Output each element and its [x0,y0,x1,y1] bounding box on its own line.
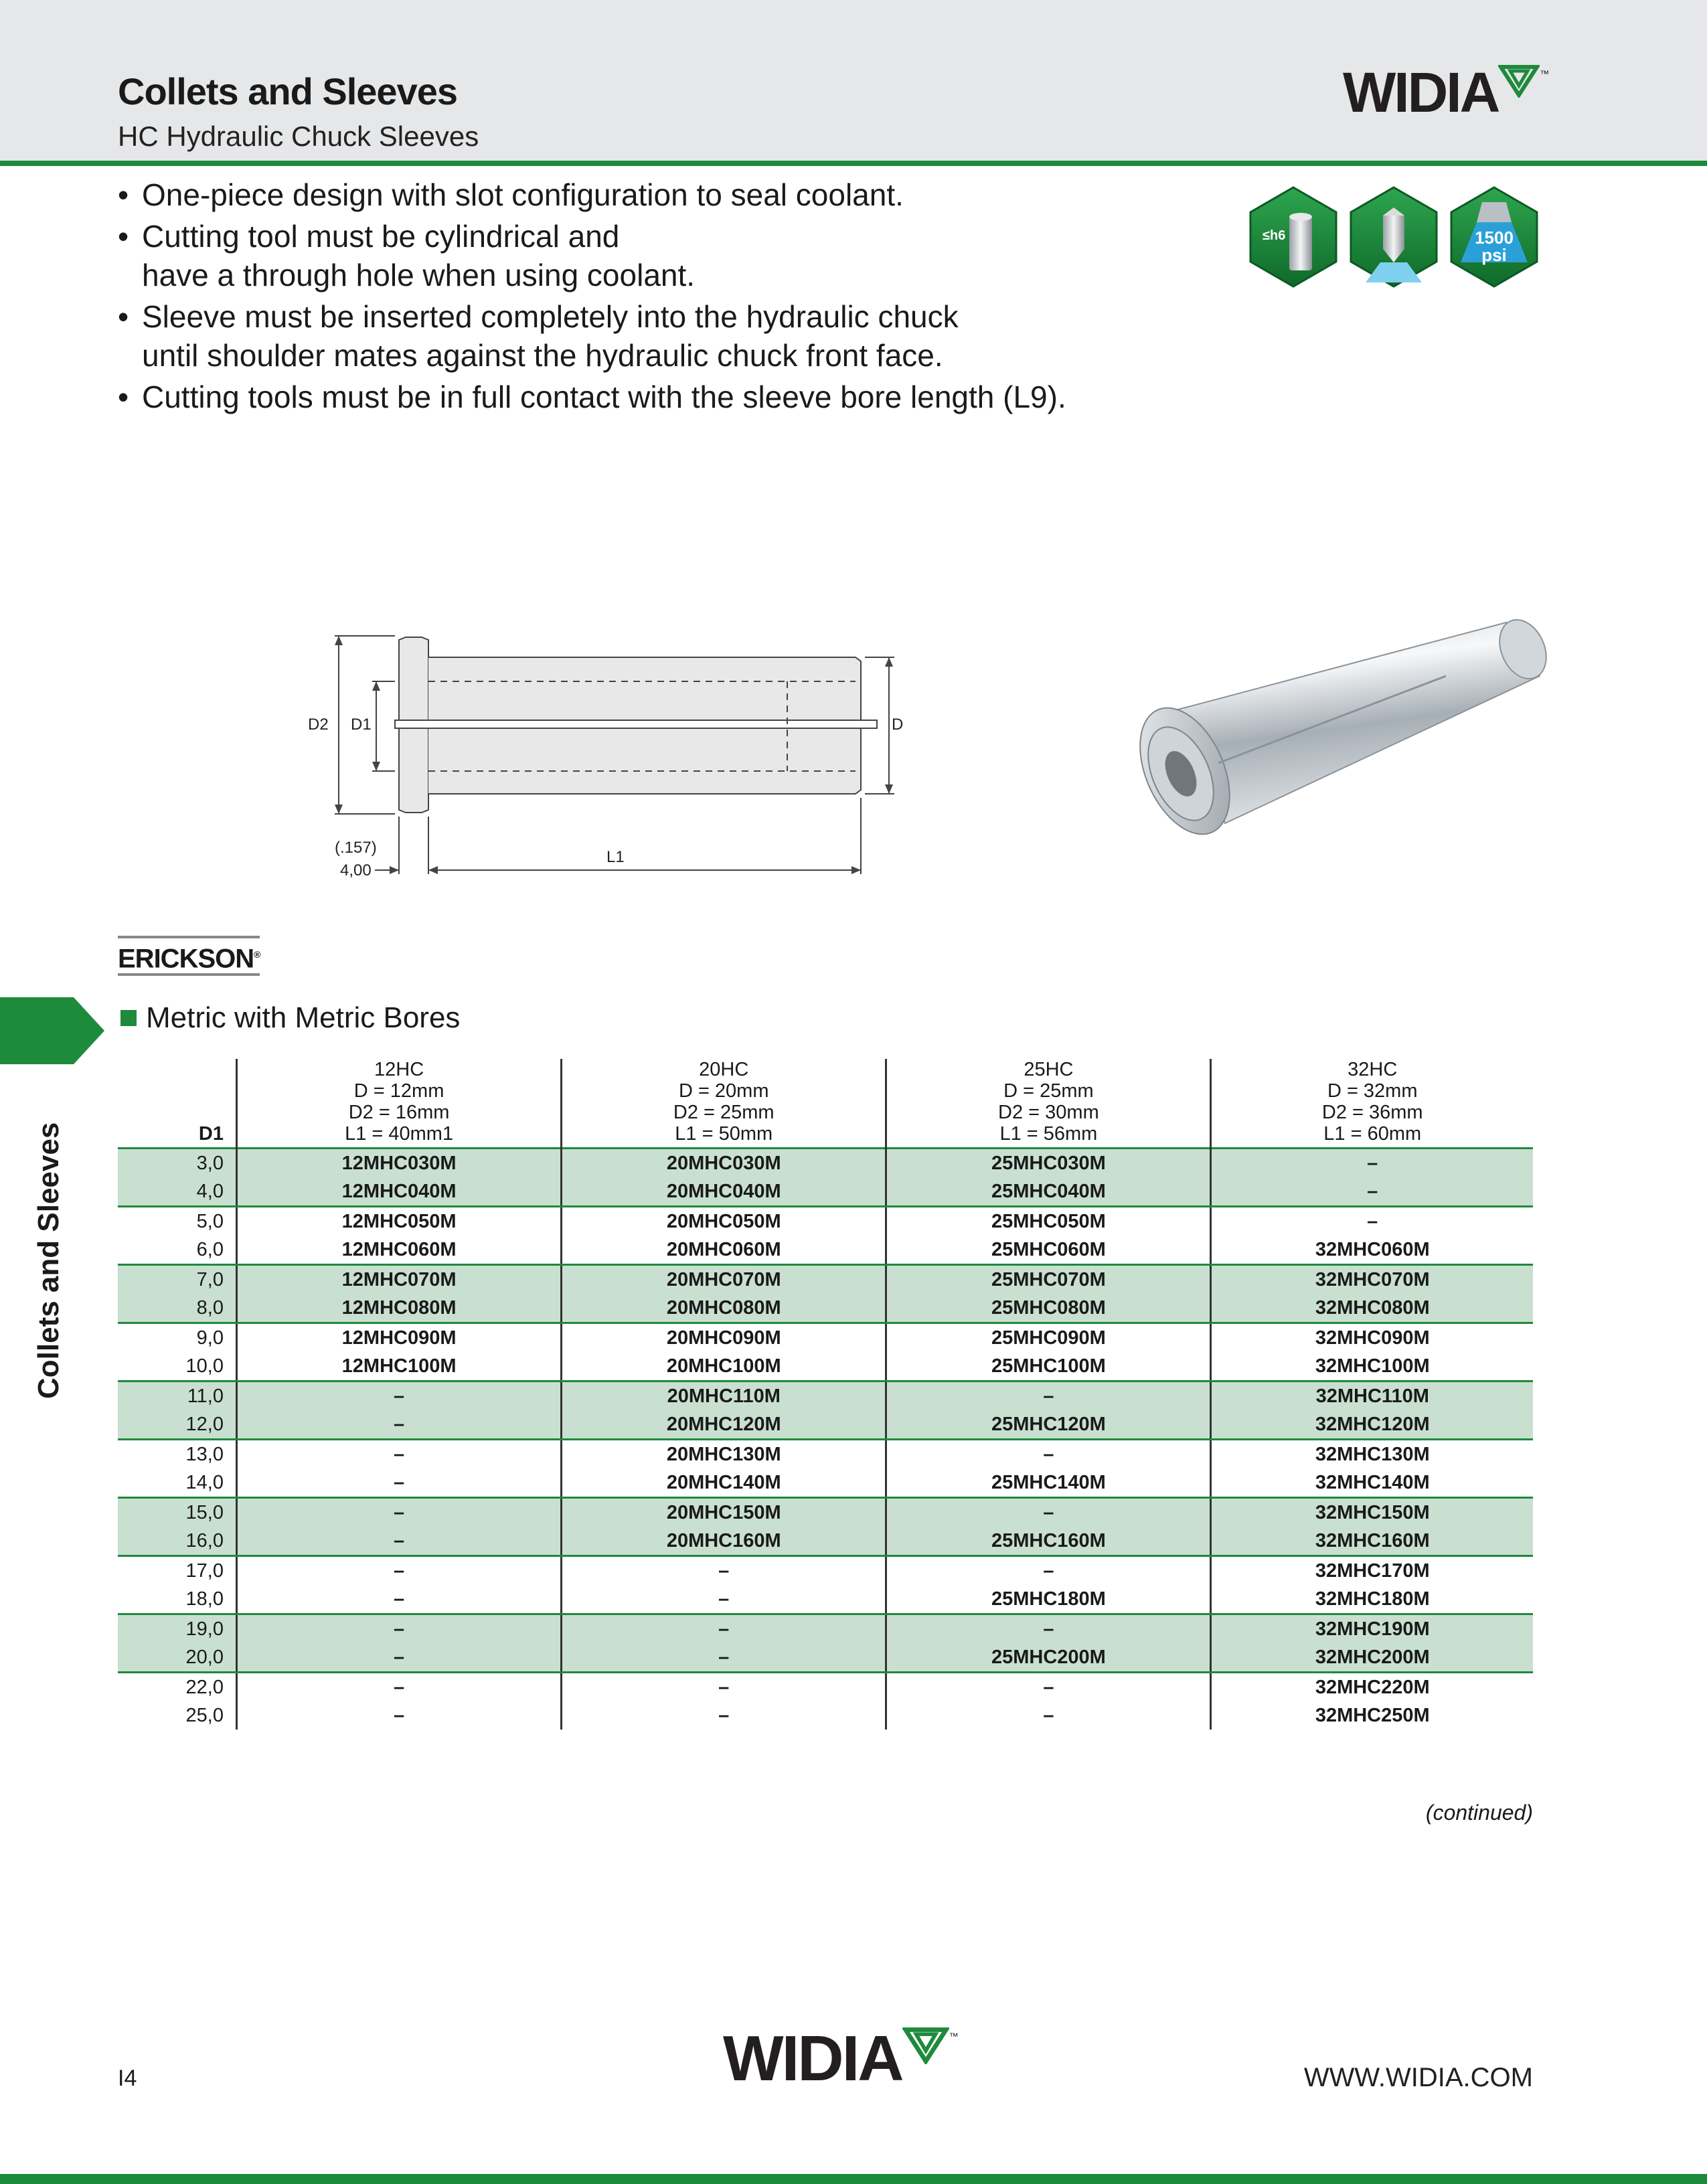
part-number-cell: 32MHC190M [1211,1614,1533,1644]
d1-column-header: D1 [118,1059,237,1149]
part-number-cell: 25MHC070M [886,1265,1211,1294]
table-row [118,1352,1533,1381]
part-number-cell: 20MHC100M [562,1352,886,1381]
part-number-cell: – [562,1701,886,1730]
part-number-cell: 20MHC050M [562,1207,886,1236]
part-number-cell: 25MHC180M [886,1585,1211,1614]
d1-cell: 6,0 [118,1236,237,1265]
part-number-cell: 25MHC090M [886,1323,1211,1353]
part-number-cell: 32MHC110M [1211,1381,1533,1411]
part-number-cell: – [562,1673,886,1702]
part-number-cell: – [886,1440,1211,1469]
table-row [118,1614,1533,1644]
flange-mm-dim: 4,00 [340,861,372,879]
part-number-cell: 32MHC170M [1315,1560,1430,1582]
d-label: D [892,716,904,734]
part-number-cell: 20MHC140M [562,1468,886,1498]
part-number-cell: – [1211,1177,1533,1207]
d1-cell: 12,0 [118,1410,237,1440]
table-row [118,1498,1533,1527]
d1-cell: 13,0 [118,1440,237,1469]
sleeve-product-image [1098,602,1553,873]
part-number-cell: 32MHC140M [1211,1468,1533,1498]
part-number-cell: 32MHC100M [1211,1352,1533,1381]
column-header-20hc: 20HC D = 20mm D2 = 25mm L1 = 50mm [562,1059,886,1149]
tolerance-h6-icon [1250,187,1336,286]
part-number-cell: – [886,1556,1211,1586]
part-number-cell: 32MHC220M [1315,1676,1430,1698]
footer-widia-tm-mark: ™ [949,2031,959,2041]
column-header-32hc: 32HC D = 32mm D2 = 36mm L1 = 60mm [1321,1059,1423,1145]
table-row [118,1381,1533,1411]
part-number-cell: – [562,1556,886,1586]
sleeve-spec-table [118,1059,1533,1730]
d1-cell: 5,0 [118,1207,237,1236]
l1-label: L1 [606,848,625,866]
table-row [118,1294,1533,1323]
table-row [118,1207,1533,1236]
part-number-cell: 12MHC070M [237,1265,562,1294]
footer-widia-triangle-icon [902,2027,949,2064]
part-number-cell: 12MHC100M [237,1352,562,1381]
part-number-cell: 25MHC080M [886,1294,1211,1323]
part-number-cell: 20MHC090M [562,1323,886,1353]
d1-cell: 9,0 [118,1323,237,1353]
d1-label: D1 [351,716,372,734]
d2-label: D2 [308,716,329,734]
part-number-cell: 20MHC150M [562,1498,886,1527]
flange-inch-dim: (.157) [335,839,377,857]
column-header-12hc: 12HC D = 12mm D2 = 16mm L1 = 40mm1 [237,1059,562,1149]
table-row [118,1556,1533,1586]
part-number-cell: 25MHC200M [886,1643,1211,1673]
part-number-cell: 25MHC120M [886,1410,1211,1440]
part-number-cell: 20MHC110M [562,1381,886,1411]
sleeve-technical-drawing [295,622,937,907]
footer-bar [0,2174,1707,2184]
part-number-cell: – [562,1643,886,1673]
part-number-cell: – [237,1585,562,1614]
part-number-cell: 32MHC200M [1211,1643,1533,1673]
table-row [118,1643,1533,1673]
part-number-cell: – [886,1701,1211,1730]
d1-cell: 25,0 [118,1701,237,1730]
d1-cell: 16,0 [118,1527,237,1556]
footer-widia-logo-text: WIDIA [723,2023,902,2094]
continued-note: (continued) [1425,1800,1533,1825]
side-tab-label: Collets and Sleeves [32,1122,65,1399]
d1-cell: 14,0 [118,1468,237,1498]
part-number-cell: 20MHC060M [562,1236,886,1265]
widia-logo-text: WIDIA [1343,61,1499,124]
table-row [118,1323,1533,1353]
part-number-cell: – [237,1673,562,1702]
d1-cell: 11,0 [118,1381,237,1411]
part-number-cell: – [237,1643,562,1673]
d1-cell: 7,0 [118,1265,237,1294]
feature-badges [1246,182,1541,299]
table-row [118,1177,1533,1207]
part-number-cell: 20MHC130M [562,1440,886,1469]
header-rule [0,161,1707,166]
part-number-cell: 12MHC040M [237,1177,562,1207]
part-number-cell: – [886,1498,1211,1527]
part-number-cell: – [886,1614,1211,1644]
table-body [118,1149,1533,1730]
part-number-cell: 12MHC090M [237,1323,562,1353]
d1-cell: 19,0 [118,1614,237,1644]
part-number-cell: 25MHC100M [886,1352,1211,1381]
table-header-row [118,1059,1533,1149]
d1-cell: 10,0 [118,1352,237,1381]
website-url: WWW.WIDIA.COM [1303,2063,1533,2092]
section-heading: Metric with Metric Bores [120,1001,460,1035]
side-tab [0,997,107,1064]
part-number-cell: 25MHC140M [886,1468,1211,1498]
table-row [118,1468,1533,1498]
part-number-cell: 32MHC090M [1315,1327,1430,1349]
table-row [118,1585,1533,1614]
part-number-cell: 20MHC080M [562,1294,886,1323]
bullet-item: • Cutting tool must be cylindrical and have a through hole when using coolant. [118,217,1189,295]
part-number-cell: 12MHC080M [237,1294,562,1323]
part-number-cell: 25MHC040M [886,1177,1211,1207]
table-row [118,1410,1533,1440]
d1-cell: 20,0 [118,1643,237,1673]
part-number-cell: – [886,1381,1211,1411]
d1-cell: 18,0 [118,1585,237,1614]
footer-widia-logo [723,2023,959,2094]
table-row [118,1527,1533,1556]
part-number-cell: 32MHC160M [1211,1527,1533,1556]
d1-cell: 8,0 [118,1294,237,1323]
part-number-cell: – [237,1440,562,1469]
page-title: Collets and Sleeves [118,70,458,112]
erickson-brand: ERICKSON® [118,936,260,976]
part-number-cell: – [237,1410,562,1440]
part-number-cell: 32MHC120M [1211,1410,1533,1440]
svg-text:psi: psi [1481,245,1507,265]
part-number-cell: – [237,1381,562,1411]
part-number-cell: 12MHC030M [237,1149,562,1178]
part-number-cell: – [237,1468,562,1498]
part-number-cell: – [237,1701,562,1730]
table-row [118,1265,1533,1294]
part-number-cell: – [237,1614,562,1644]
part-number-cell: 20MHC120M [562,1410,886,1440]
d1-cell: 4,0 [118,1177,237,1207]
part-number-cell: – [237,1498,562,1527]
part-number-cell: – [886,1673,1211,1702]
coolant-through-icon [1351,187,1437,286]
bullet-item: • Sleeve must be inserted completely into the hydraulic chuck until shoulder mates against the hydraulic chuck front face. [118,297,1189,375]
part-number-cell: 32MHC060M [1211,1236,1533,1265]
d1-cell: 15,0 [118,1498,237,1527]
part-number-cell: 25MHC160M [886,1527,1211,1556]
part-number-cell: 20MHC030M [562,1149,886,1178]
part-number-cell: 25MHC030M [886,1149,1211,1178]
page-subtitle: HC Hydraulic Chuck Sleeves [118,120,479,152]
d1-cell: 22,0 [118,1673,237,1702]
d1-cell: 3,0 [118,1149,237,1178]
widia-tm-mark: ™ [1540,68,1550,79]
bullet-item: • One-piece design with slot configuration to seal coolant. [118,175,1189,214]
part-number-cell: 32MHC180M [1211,1585,1533,1614]
part-number-cell: 12MHC050M [237,1207,562,1236]
page-number: I4 [118,2066,137,2091]
table-row [118,1701,1533,1730]
widia-logo [1343,61,1550,124]
table-row [118,1440,1533,1469]
part-number-cell: – [1211,1149,1533,1178]
part-number-cell: 32MHC130M [1315,1443,1430,1465]
part-number-cell: 32MHC080M [1211,1294,1533,1323]
table-row [118,1236,1533,1265]
part-number-cell: 20MHC070M [562,1265,886,1294]
part-number-cell: – [1367,1210,1378,1232]
feature-bullets [118,175,1189,419]
part-number-cell: 20MHC040M [562,1177,886,1207]
part-number-cell: 25MHC050M [886,1207,1211,1236]
part-number-cell: 20MHC160M [562,1527,886,1556]
part-number-cell: 12MHC060M [237,1236,562,1265]
widia-triangle-icon [1498,64,1540,98]
part-number-cell: – [562,1614,886,1644]
part-number-cell: – [237,1556,562,1586]
pressure-1500-psi-icon [1451,187,1537,286]
tolerance-label: ≤h6 [1263,228,1286,243]
table-row [118,1149,1533,1178]
part-number-cell: 32MHC250M [1315,1704,1430,1726]
d1-cell: 17,0 [118,1556,237,1586]
part-number-cell: 32MHC070M [1211,1265,1533,1294]
part-number-cell: 32MHC150M [1211,1498,1533,1527]
part-number-cell: 25MHC060M [886,1236,1211,1265]
green-square-icon [120,1010,137,1026]
bullet-item: • Cutting tools must be in full contact with the sleeve bore length (L9). [118,377,1189,416]
part-number-cell: – [562,1585,886,1614]
column-header-25hc: 25HC D = 25mm D2 = 30mm L1 = 56mm [886,1059,1211,1149]
part-number-cell: – [237,1527,562,1556]
table-row [118,1673,1533,1702]
svg-text:1500: 1500 [1475,228,1514,248]
